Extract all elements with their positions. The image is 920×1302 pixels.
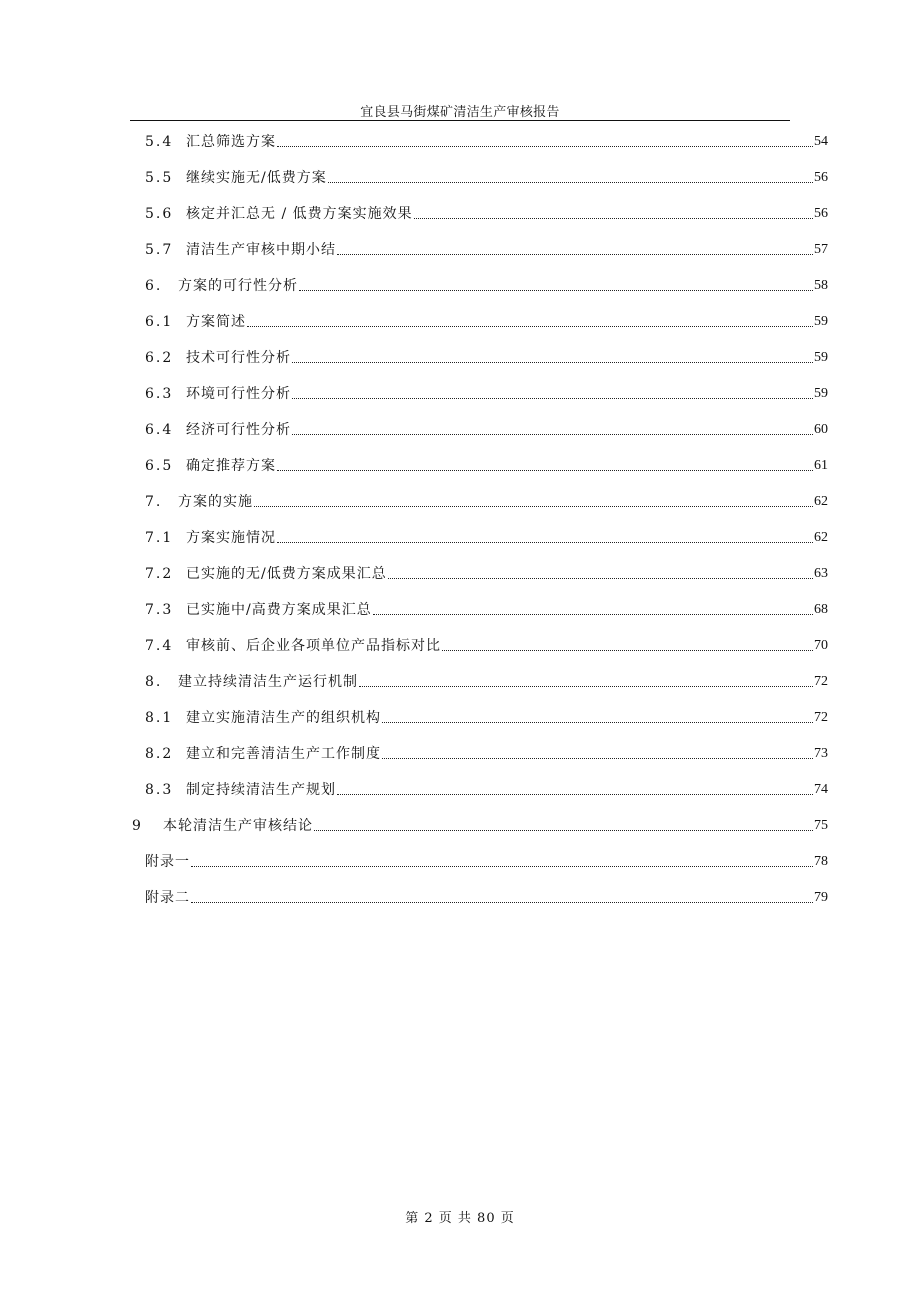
toc-entry-number: 6.1	[145, 314, 174, 330]
running-header-title: 宜良县马街煤矿清洁生产审核报告	[360, 105, 560, 120]
dot-leader	[292, 434, 813, 435]
toc-entry-page: 74	[814, 782, 828, 797]
dot-leader	[442, 650, 813, 651]
toc-entry-title: 方案实施情况	[186, 530, 276, 546]
toc-entry-number: 5.4	[145, 134, 174, 150]
dot-leader	[277, 470, 813, 471]
toc-entry-6-4[interactable]	[145, 416, 828, 440]
toc-entry-title: 方案的可行性分析	[178, 278, 298, 294]
toc-entry-title: 清洁生产审核中期小结	[186, 242, 336, 258]
toc-entry-page: 54	[814, 134, 828, 149]
dot-leader	[359, 686, 813, 687]
dot-leader	[191, 866, 813, 867]
toc-entry-page: 63	[814, 566, 828, 581]
toc-entry-title: 建立实施清洁生产的组织机构	[186, 710, 381, 726]
toc-entry-number: 8.1	[145, 710, 174, 726]
dot-leader	[328, 182, 813, 183]
dot-leader	[314, 830, 813, 831]
toc-entry-number: 6.	[145, 278, 163, 294]
toc-entry-7-3[interactable]	[145, 596, 828, 620]
toc-entry-appendix-1[interactable]	[145, 848, 828, 872]
toc-entry-page: 72	[814, 674, 828, 689]
toc-entry-number: 6.5	[145, 458, 174, 474]
toc-entry-title: 制定持续清洁生产规划	[186, 782, 336, 798]
toc-entry-7-1[interactable]	[145, 524, 828, 548]
toc-entry-number: 7.	[145, 494, 163, 510]
dot-leader	[299, 290, 813, 291]
toc-entry-page: 79	[814, 890, 828, 905]
toc-entry-title: 继续实施无/低费方案	[186, 170, 327, 186]
toc-entry-9[interactable]	[132, 812, 828, 836]
toc-entry-6-5[interactable]	[145, 452, 828, 476]
toc-entry-number: 8.3	[145, 782, 174, 798]
toc-entry-6-1[interactable]	[145, 308, 828, 332]
toc-entry-number: 7.4	[145, 638, 174, 654]
toc-entry-number: 6.3	[145, 386, 174, 402]
toc-entry-number: 9	[132, 818, 143, 834]
toc-entry-title: 方案的实施	[178, 494, 253, 510]
dot-leader	[247, 326, 813, 327]
toc-entry-page: 59	[814, 386, 828, 401]
toc-entry-page: 56	[814, 206, 828, 221]
toc-entry-6-2[interactable]	[145, 344, 828, 368]
dot-leader	[277, 146, 813, 147]
toc-entry-number: 5.7	[145, 242, 174, 258]
toc-entry-number: 7.3	[145, 602, 174, 618]
toc-entry-appendix-2[interactable]	[145, 884, 828, 908]
toc-entry-5-5[interactable]	[145, 164, 828, 188]
dot-leader	[373, 614, 813, 615]
dot-leader	[254, 506, 813, 507]
toc-entry-title: 方案简述	[186, 314, 246, 330]
toc-entry-6[interactable]	[145, 272, 828, 296]
toc-entry-title: 建立和完善清洁生产工作制度	[186, 746, 381, 762]
toc-entry-number: 7.2	[145, 566, 174, 582]
toc-entry-7-4[interactable]	[145, 632, 828, 656]
toc-entry-page: 75	[814, 818, 828, 833]
toc-entry-title: 本轮清洁生产审核结论	[163, 818, 313, 834]
toc-entry-8-3[interactable]	[145, 776, 828, 800]
toc-entry-page: 58	[814, 278, 828, 293]
toc-entry-page: 59	[814, 350, 828, 365]
toc-entry-number: 5.5	[145, 170, 174, 186]
toc-entry-number: 8.2	[145, 746, 174, 762]
toc-entry-title: 经济可行性分析	[186, 422, 291, 438]
toc-entry-title: 技术可行性分析	[186, 350, 291, 366]
toc-entry-7[interactable]	[145, 488, 828, 512]
toc-entry-title: 已实施的无/低费方案成果汇总	[186, 566, 387, 582]
toc-entry-5-7[interactable]	[145, 236, 828, 260]
toc-entry-page: 59	[814, 314, 828, 329]
toc-entry-8[interactable]	[145, 668, 828, 692]
toc-entry-5-4[interactable]	[145, 128, 828, 152]
toc-entry-title: 核定并汇总无 / 低费方案实施效果	[186, 206, 413, 222]
toc-entry-page: 60	[814, 422, 828, 437]
toc-entry-title: 汇总筛选方案	[186, 134, 276, 150]
toc-entry-page: 62	[814, 530, 828, 545]
toc-entry-6-3[interactable]	[145, 380, 828, 404]
toc-entry-number: 8.	[145, 674, 163, 690]
toc-entry-number: 6.2	[145, 350, 174, 366]
header-rule	[130, 120, 790, 121]
toc-entry-title: 确定推荐方案	[186, 458, 276, 474]
toc-entry-title: 附录一	[145, 854, 190, 870]
toc-entry-title: 已实施中/高费方案成果汇总	[186, 602, 372, 618]
toc-entry-number: 6.4	[145, 422, 174, 438]
dot-leader	[277, 542, 813, 543]
toc-entry-page: 68	[814, 602, 828, 617]
toc-entry-title: 环境可行性分析	[186, 386, 291, 402]
toc-entry-page: 61	[814, 458, 828, 473]
toc-entry-7-2[interactable]	[145, 560, 828, 584]
toc-entry-page: 57	[814, 242, 828, 257]
toc-entry-title: 建立持续清洁生产运行机制	[178, 674, 358, 690]
toc-entry-page: 62	[814, 494, 828, 509]
toc-entry-5-6[interactable]	[145, 200, 828, 224]
toc-entry-page: 78	[814, 854, 828, 869]
toc-entry-page: 72	[814, 710, 828, 725]
toc-entry-page: 73	[814, 746, 828, 761]
dot-leader	[337, 794, 813, 795]
dot-leader	[388, 578, 813, 579]
dot-leader	[382, 758, 813, 759]
toc-entry-page: 56	[814, 170, 828, 185]
toc-entry-page: 70	[814, 638, 828, 653]
dot-leader	[292, 398, 813, 399]
toc-entry-title: 审核前、后企业各项单位产品指标对比	[186, 638, 441, 654]
dot-leader	[337, 254, 813, 255]
toc-entry-8-2[interactable]	[145, 740, 828, 764]
toc-entry-number: 7.1	[145, 530, 174, 546]
toc-entry-8-1[interactable]	[145, 704, 828, 728]
toc-entry-title: 附录二	[145, 890, 190, 906]
dot-leader	[382, 722, 813, 723]
page-number-footer: 第 2 页 共 80 页	[405, 1211, 515, 1226]
toc-entry-number: 5.6	[145, 206, 174, 222]
dot-leader	[191, 902, 813, 903]
dot-leader	[414, 218, 813, 219]
dot-leader	[292, 362, 813, 363]
